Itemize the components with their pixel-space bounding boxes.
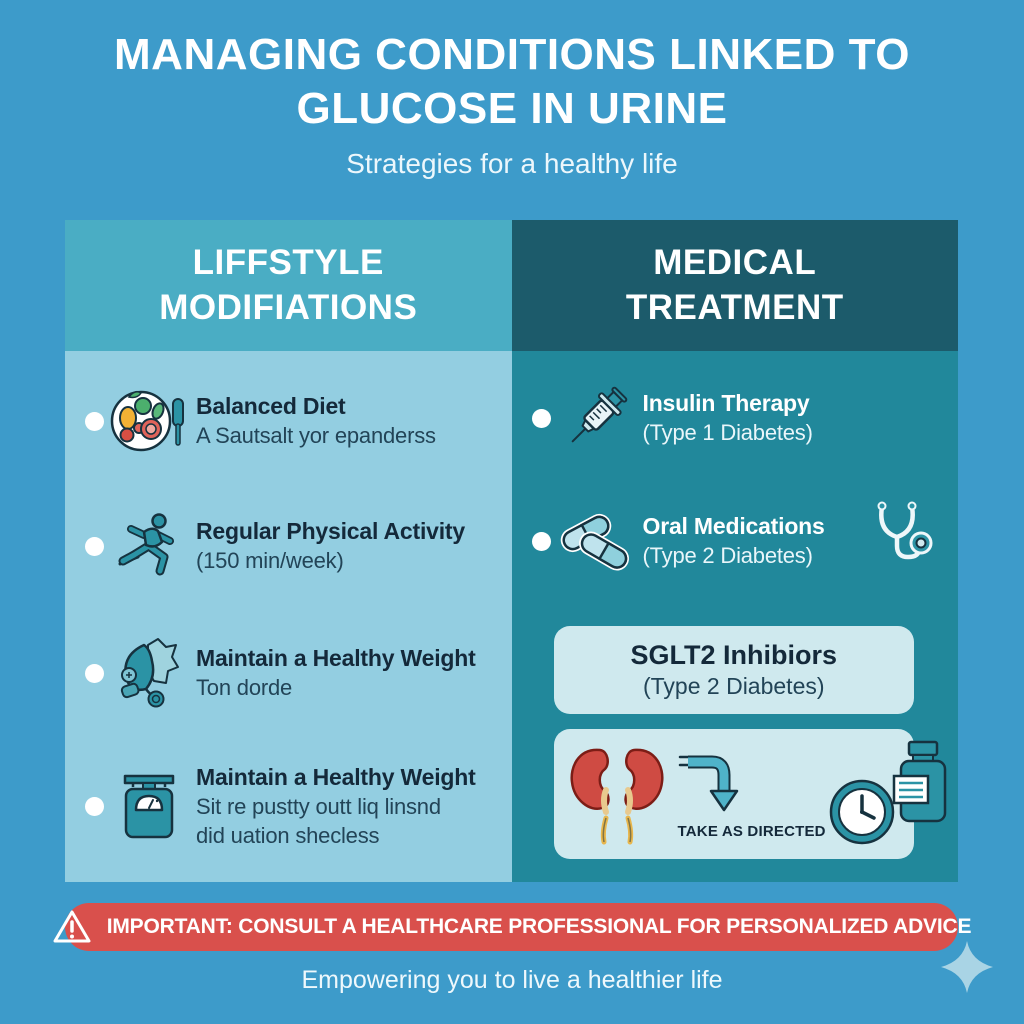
list-item-physical-activity [65,494,512,598]
curved-arrow-icon [678,749,744,821]
page-title-line2: GLUCOSE IN URINE [296,83,728,133]
item-title: Balanced Diet [196,393,346,419]
medicine-bottle-icon [892,740,954,826]
item-subtitle: Sit re pustty outt liq linsnd [196,793,441,819]
lifestyle-header-line1: LIFFSTYLE [192,242,384,282]
pills-icon [555,505,637,577]
runner-icon [108,511,190,581]
item-title: Insulin Therapy [642,390,810,416]
item-subtitle: (150 min/week) [196,548,344,573]
arrow-and-label [678,749,826,840]
page-title-line1: MANAGING CONDITIONS LINKED TO [114,30,910,79]
column-lifestyle [65,220,512,882]
directions-box [554,729,915,859]
bullet-dot [85,537,104,556]
medical-header [512,220,959,351]
sglt2-title: SGLT2 Inhibiors [630,640,837,670]
item-text [196,764,476,849]
list-item-healthy-weight-2 [65,741,512,871]
sglt2-subtitle: (Type 2 Diabetes) [642,673,825,699]
directions-label: TAKE AS DIRECTED [677,822,826,840]
item-title: Maintain a Healthy Weight [196,645,476,671]
warning-triangle-icon [52,909,92,945]
item-text [196,393,436,449]
lifestyle-header-line2: MODIFIATIONS [159,287,418,327]
item-text [196,645,476,701]
warning-banner-text: IMPORTANT: CONSULT A HEALTHCARE PROFESSIONAL FOR PERSONALIZED ADVICE [106,915,972,938]
medical-body [512,351,959,882]
lifestyle-header [65,220,512,351]
list-item-insulin-therapy [512,366,959,470]
footer-tagline: Empowering you to live a healthier life [301,966,723,994]
medical-header-line2: TREATMENT [625,287,844,327]
bullet-dot [532,409,551,428]
page-subtitle: Strategies for a healthy life [346,148,678,179]
medical-header-line1: MEDICAL [653,242,817,282]
column-medical [512,220,959,882]
leaf-weight-icon [108,637,190,709]
comparison-columns [65,220,958,882]
list-item-balanced-diet [65,369,512,473]
clock-icon [826,776,898,848]
list-item-healthy-weight [65,621,512,725]
item-text [643,390,813,446]
stethoscope-icon [870,499,936,571]
clock-bottle-group [826,734,956,854]
page-title [0,28,1024,135]
sglt2-box [554,626,915,714]
bullet-dot [85,664,104,683]
bullet-dot [85,797,104,816]
kidneys-icon [562,738,672,850]
item-subtitle: Ton dorde [196,675,293,700]
item-text [196,518,465,574]
plate-food-icon [108,387,190,455]
weight-scale-icon [108,770,190,842]
syringe-icon [555,379,637,457]
item-subtitle: (Type 1 Diabetes) [642,420,813,445]
item-text [643,513,825,569]
item-title: Maintain a Healthy Weight [196,763,476,790]
item-title: Oral Medications [642,513,825,539]
lifestyle-body [65,351,512,882]
item-subtitle: (Type 2 Diabetes) [642,543,813,568]
bullet-dot [85,412,104,431]
bullet-dot [532,532,551,551]
item-subtitle-line2: did uation shecless [196,822,380,848]
item-title: Regular Physical Activity [196,518,465,544]
sparkle-icon [941,941,993,993]
warning-banner [65,903,972,951]
item-subtitle: A Sautsalt yor epanderss [196,423,436,448]
